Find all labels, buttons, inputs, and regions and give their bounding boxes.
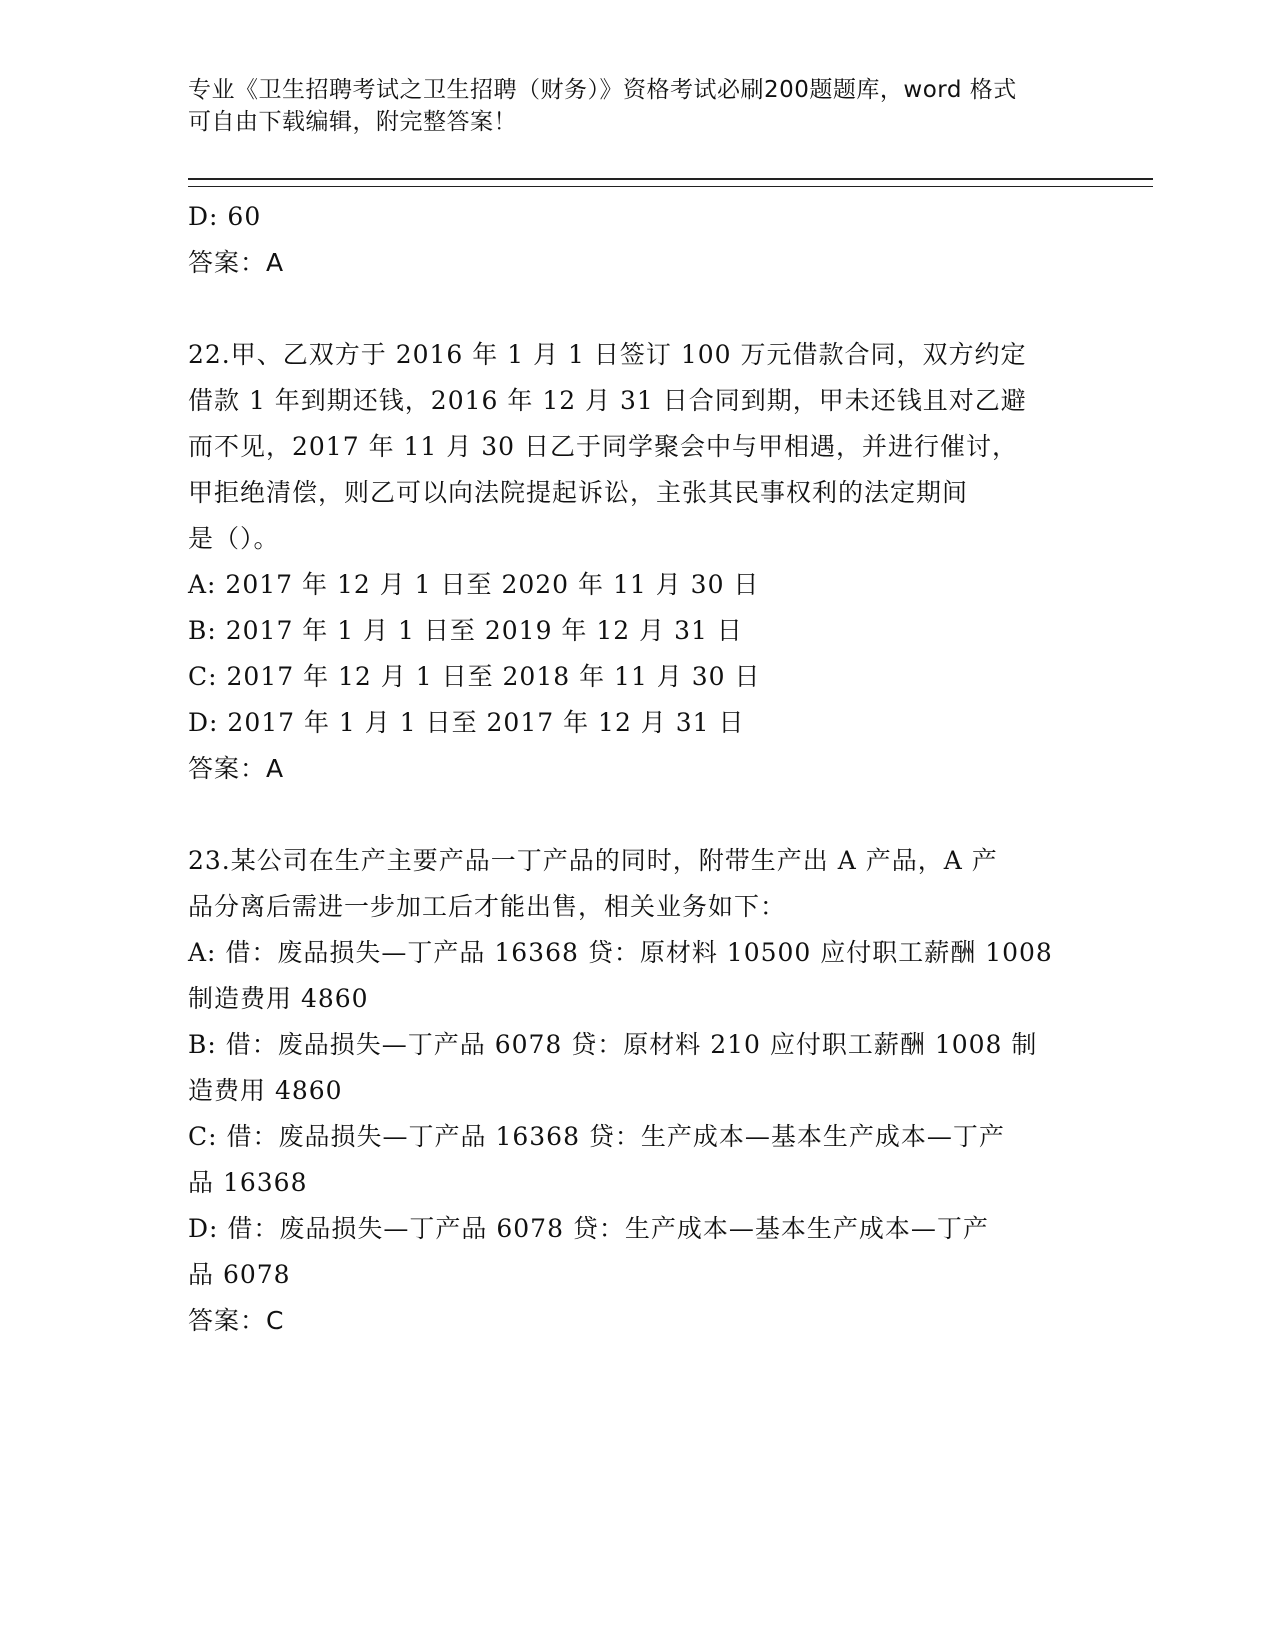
question-22: [188, 332, 1088, 792]
option-d: D: 2017 年 1 月 1 日至 2017 年 12 月 31 日: [188, 708, 745, 737]
question-text-line: 品分离后需进一步加工后才能出售，相关业务如下：: [188, 892, 787, 921]
option-c: C: 2017 年 12 月 1 日至 2018 年 11 月 30 日: [188, 662, 761, 691]
header-line-2: 可自由下载编辑，附完整答案！: [188, 109, 517, 135]
header-divider: [188, 178, 1153, 187]
option-a: A: 2017 年 12 月 1 日至 2020 年 11 月 30 日: [188, 570, 760, 599]
spacer: [188, 286, 1088, 332]
document-body: [188, 194, 1088, 1344]
option-d: D: 借：废品损失—丁产品 6078 贷：生产成本—基本生产成本—丁产: [188, 1214, 989, 1243]
answer: 答案：A: [188, 754, 285, 783]
option-a: A: 借：废品损失—丁产品 16368 贷：原材料 10500 应付职工薪酬 1008: [188, 938, 1053, 967]
question-text-line: 而不见，2017 年 11 月 30 日乙于同学聚会中与甲相遇，并进行催讨，: [188, 432, 1018, 461]
option-b-cont: 造费用 4860: [188, 1076, 343, 1105]
question-text-line: 22.甲、乙双方于 2016 年 1 月 1 日签订 100 万元借款合同，双方约定: [188, 340, 1027, 369]
option-b: B: 2017 年 1 月 1 日至 2019 年 12 月 31 日: [188, 616, 743, 645]
option-d-cont: 品 6078: [188, 1260, 291, 1289]
prev-answer: 答案：A: [188, 248, 285, 277]
answer: 答案：C: [188, 1306, 285, 1335]
option-c-cont: 品 16368: [188, 1168, 308, 1197]
question-text-line: 甲拒绝清偿，则乙可以向法院提起诉讼，主张其民事权利的法定期间: [188, 478, 969, 507]
question-text-line: 借款 1 年到期还钱，2016 年 12 月 31 日合同到期，甲未还钱且对乙避: [188, 386, 1027, 415]
header-line-1: 专业《卫生招聘考试之卫生招聘（财务）》资格考试必刷200题题库，word 格式: [188, 77, 1017, 103]
question-text-line: 23.某公司在生产主要产品一丁产品的同时，附带生产出 A 产品，A 产: [188, 846, 998, 875]
question-23: [188, 838, 1088, 1344]
page-header: [188, 74, 1088, 138]
question-text-line: 是（）。: [188, 524, 280, 553]
option-b: B: 借：废品损失—丁产品 6078 贷：原材料 210 应付职工薪酬 1008 制: [188, 1030, 1038, 1059]
prev-option-d: D: 60: [188, 202, 262, 231]
option-a-cont: 制造费用 4860: [188, 984, 369, 1013]
option-c: C: 借：废品损失—丁产品 16368 贷：生产成本—基本生产成本—丁产: [188, 1122, 1005, 1151]
spacer: [188, 792, 1088, 838]
